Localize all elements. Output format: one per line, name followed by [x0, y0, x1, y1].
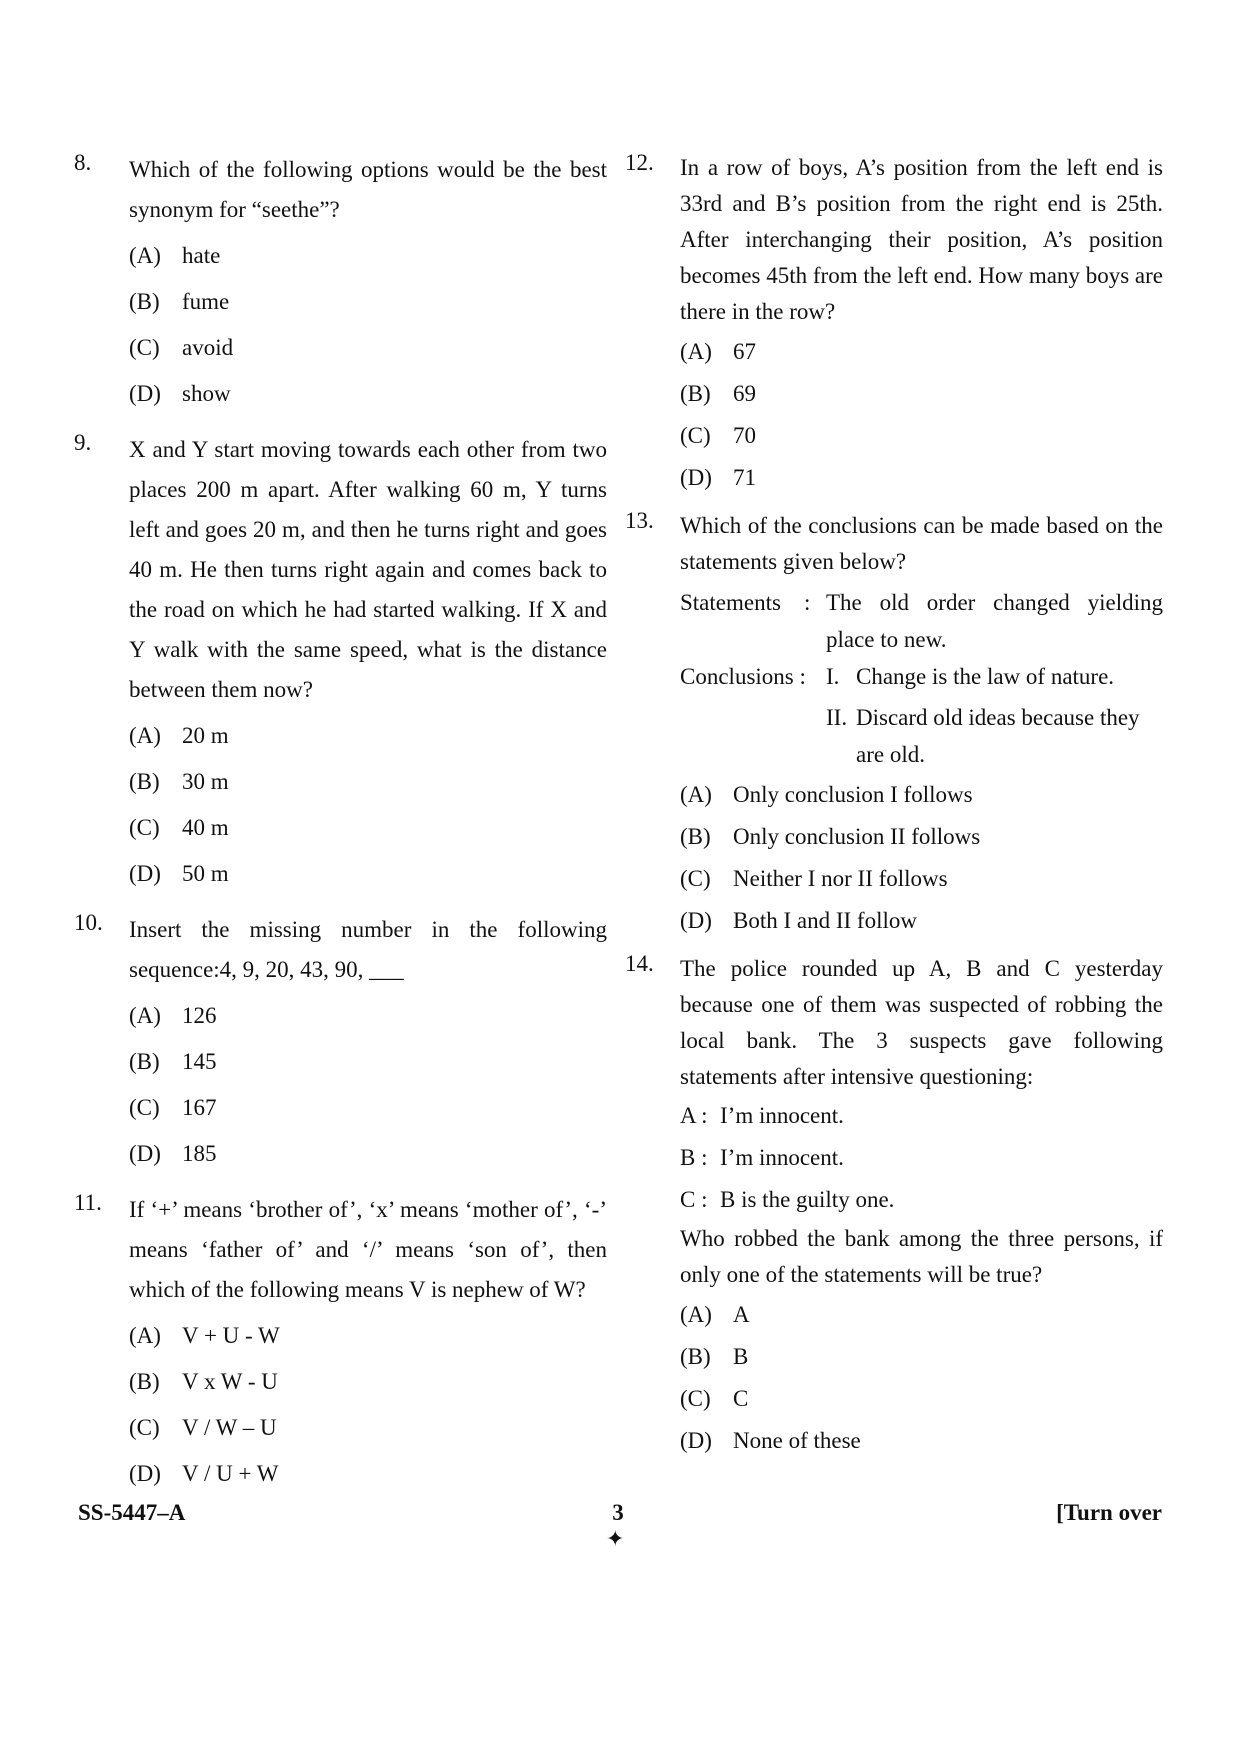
question-number: 10.	[74, 910, 103, 935]
option-a[interactable]: (A) A	[680, 1302, 750, 1327]
question-text: The police rounded up A, B and C yesterday because one of them was suspected of robbing the local bank. The 3 suspects gave following statements after intensive questioning:	[680, 956, 1163, 1089]
options-list	[129, 236, 607, 420]
statements-block	[680, 584, 1163, 658]
statements-colon: :	[804, 590, 811, 615]
question-10	[74, 910, 607, 1180]
option-a[interactable]: (A) V + U - W	[129, 1323, 280, 1348]
question-12	[625, 150, 1163, 502]
option-b[interactable]: (B) 69	[680, 381, 756, 406]
question-13	[625, 508, 1163, 945]
question-text: In a row of boys, A’s position from the left end is 33rd and B’s position from the right end is 25th. After interchanging their position, A’s position becomes 45th from the left end. How many boys are there in the row?	[680, 155, 1163, 324]
option-d[interactable]: (D) show	[129, 381, 231, 406]
options-list	[680, 334, 1163, 502]
question-text: Insert the missing number in the following sequence:4, 9, 20, 43, 90, ___	[129, 917, 607, 982]
option-c[interactable]: (C) V / W – U	[129, 1415, 277, 1440]
option-d[interactable]: (D) 71	[680, 465, 756, 490]
conclusion-1: I. Change is the law of nature.	[826, 664, 1115, 689]
options-list	[680, 777, 1163, 945]
option-d[interactable]: (D) 50 m	[129, 861, 229, 886]
conclusions-label: Conclusions :	[680, 664, 806, 689]
option-d[interactable]: (D) None of these	[680, 1428, 861, 1453]
option-b[interactable]: (B) 30 m	[129, 769, 229, 794]
option-b[interactable]: (B) fume	[129, 289, 230, 314]
option-d[interactable]: (D) V / U + W	[129, 1461, 279, 1486]
options-list	[129, 716, 607, 900]
question-text: Which of the conclusions can be made based on the statements given below?	[680, 513, 1163, 574]
turn-over-note: [Turn over	[1056, 1500, 1162, 1525]
option-c[interactable]: (C) C	[680, 1386, 749, 1411]
suspect-statement-c: C : B is the guilty one.	[680, 1187, 895, 1212]
option-a[interactable]: (A) 126	[129, 1003, 217, 1028]
option-c[interactable]: (C) avoid	[129, 335, 234, 360]
question-number: 11.	[74, 1190, 102, 1215]
option-a[interactable]: (A) hate	[129, 243, 221, 268]
option-c[interactable]: (C) 167	[129, 1095, 217, 1120]
option-b[interactable]: (B) B	[680, 1344, 749, 1369]
options-list	[680, 1297, 1163, 1465]
option-b[interactable]: (B) 145	[129, 1049, 217, 1074]
options-list	[129, 1316, 607, 1500]
paper-code: SS-5447–A	[78, 1500, 186, 1525]
conclusions-block	[680, 658, 1163, 773]
suspect-statement-b: B : I’m innocent.	[680, 1145, 844, 1170]
question-8	[74, 150, 607, 420]
option-a[interactable]: (A) 67	[680, 339, 756, 364]
option-a[interactable]: (A) 20 m	[129, 723, 229, 748]
question-number: 12.	[625, 150, 654, 175]
conclusion-2: II. Discard old ideas because they are old.	[826, 705, 1140, 767]
suspect-statement-a: A : I’m innocent.	[680, 1103, 844, 1128]
question-text: Which of the following options would be the best synonym for “seethe”?	[129, 157, 607, 222]
option-a[interactable]: (A) Only conclusion I follows	[680, 782, 973, 807]
statements-label: Statements	[680, 590, 781, 615]
question-number: 13.	[625, 508, 654, 533]
question-prompt: Who robbed the bank among the three persons, if only one of the statements will be true?	[680, 1226, 1163, 1287]
question-number: 9.	[74, 430, 92, 455]
question-11	[74, 1190, 607, 1500]
right-column	[625, 150, 1163, 1471]
star-icon: ✦	[606, 1526, 625, 1551]
option-b[interactable]: (B) Only conclusion II follows	[680, 824, 981, 849]
question-number: 8.	[74, 150, 92, 175]
page-number: 3	[612, 1500, 624, 1525]
left-column	[74, 150, 607, 1510]
option-c[interactable]: (C) Neither I nor II follows	[680, 866, 948, 891]
question-text: X and Y start moving towards each other from two places 200 m apart. After walking 60 m, Y turns left and goes 20 m, and then he turns right and goes 40 m. He then turns right again and comes back to the road on which he had started walking. If X and Y walk with the same speed, what is the distance between them now?	[129, 437, 607, 702]
option-d[interactable]: (D) Both I and II follow	[680, 908, 917, 933]
question-9	[74, 430, 607, 900]
question-text: If ‘+’ means ‘brother of’, ‘x’ means ‘mother of’, ‘-’ means ‘father of’ and ‘/’ means ‘son of’, then which of the following means V is nephew of W?	[129, 1197, 607, 1302]
statements-text: The old order changed yielding place to new.	[826, 590, 1163, 652]
options-list	[129, 996, 607, 1180]
question-14	[625, 951, 1163, 1465]
option-d[interactable]: (D) 185	[129, 1141, 217, 1166]
question-number: 14.	[625, 951, 654, 976]
option-b[interactable]: (B) V x W - U	[129, 1369, 278, 1394]
option-c[interactable]: (C) 70	[680, 423, 756, 448]
option-c[interactable]: (C) 40 m	[129, 815, 229, 840]
